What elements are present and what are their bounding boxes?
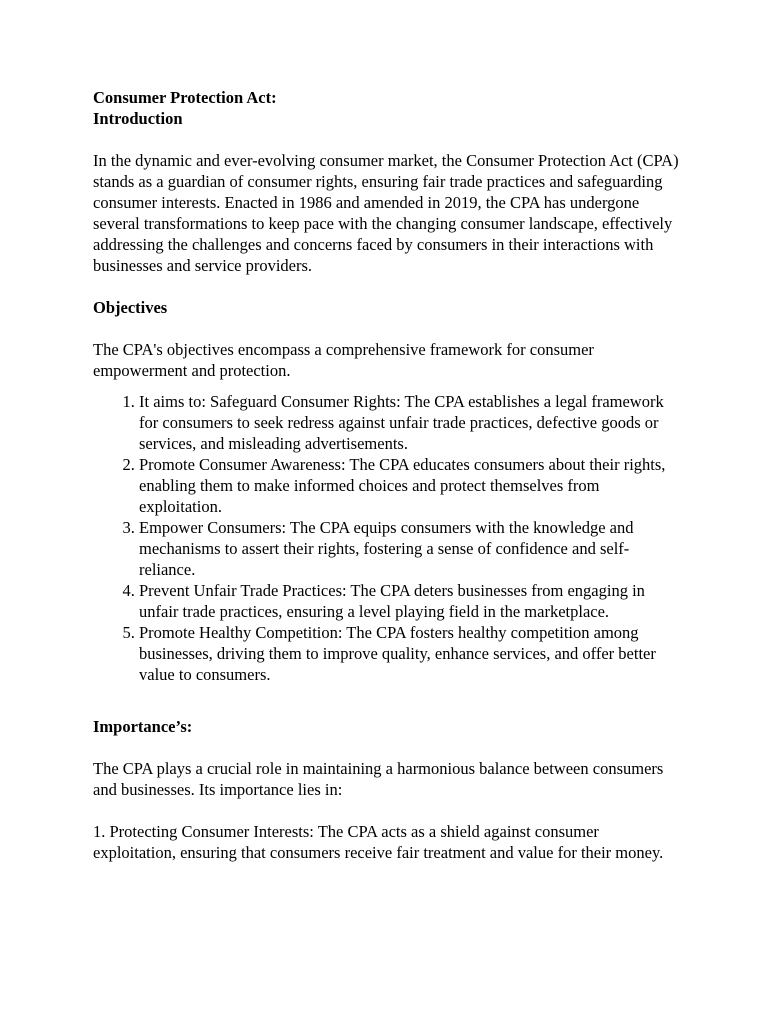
objective-item: 1. It aims to: Safeguard Consumer Rights: The CPA establishes a legal framework for consumers to seek redress against unfair trade practices, defective goods or services, and misleading advertisements.: [139, 391, 683, 454]
spacer: [93, 318, 683, 339]
document-title: Consumer Protection Act:: [93, 88, 277, 107]
importance-intro-paragraph: The CPA plays a crucial role in maintaining a harmonious balance between consumers and businesses. Its importance lies in:: [93, 759, 664, 799]
spacer: [93, 737, 683, 758]
objective-item: 3. Empower Consumers: The CPA equips consumers with the knowledge and mechanisms to assert their rights, fostering a sense of confidence and self-reliance.: [139, 517, 683, 580]
importance-heading: Importance’s:: [93, 717, 193, 736]
objectives-intro-paragraph: The CPA's objectives encompass a comprehensive framework for consumer empowerment and protection.: [93, 340, 594, 380]
spacer: [93, 276, 683, 297]
objective-item: 2. Promote Consumer Awareness: The CPA educates consumers about their rights, enabling them to make informed choices and protect themselves from exploitation.: [139, 454, 683, 517]
spacer: [93, 381, 683, 391]
spacer: [93, 685, 683, 716]
objectives-list: [93, 391, 683, 685]
objective-item: 4. Prevent Unfair Trade Practices: The CPA deters businesses from engaging in unfair trade practices, ensuring a level playing field in the marketplace.: [139, 580, 683, 622]
objective-item: 5. Promote Healthy Competition: The CPA fosters healthy competition among businesses, driving them to improve quality, enhance services, and offer better value to consumers.: [139, 622, 683, 685]
document-page: [93, 87, 683, 863]
importance-point-paragraph: 1. Protecting Consumer Interests: The CPA acts as a shield against consumer exploitation, ensuring that consumers receive fair treatment and value for their money.: [93, 822, 664, 862]
introduction-paragraph: In the dynamic and ever-evolving consumer market, the Consumer Protection Act (CPA) stands as a guardian of consumer rights, ensuring fair trade practices and safeguarding consumer interests. Enacted in 1986 and amended in 2019, the CPA has undergone several transformations to keep pace with the changing consumer landscape, effectively addressing the challenges and concerns faced by consumers in their interactions with businesses and service providers.: [93, 151, 679, 275]
introduction-heading: Introduction: [93, 109, 183, 128]
spacer: [93, 129, 683, 150]
spacer: [93, 800, 683, 821]
objectives-heading: Objectives: [93, 298, 168, 317]
